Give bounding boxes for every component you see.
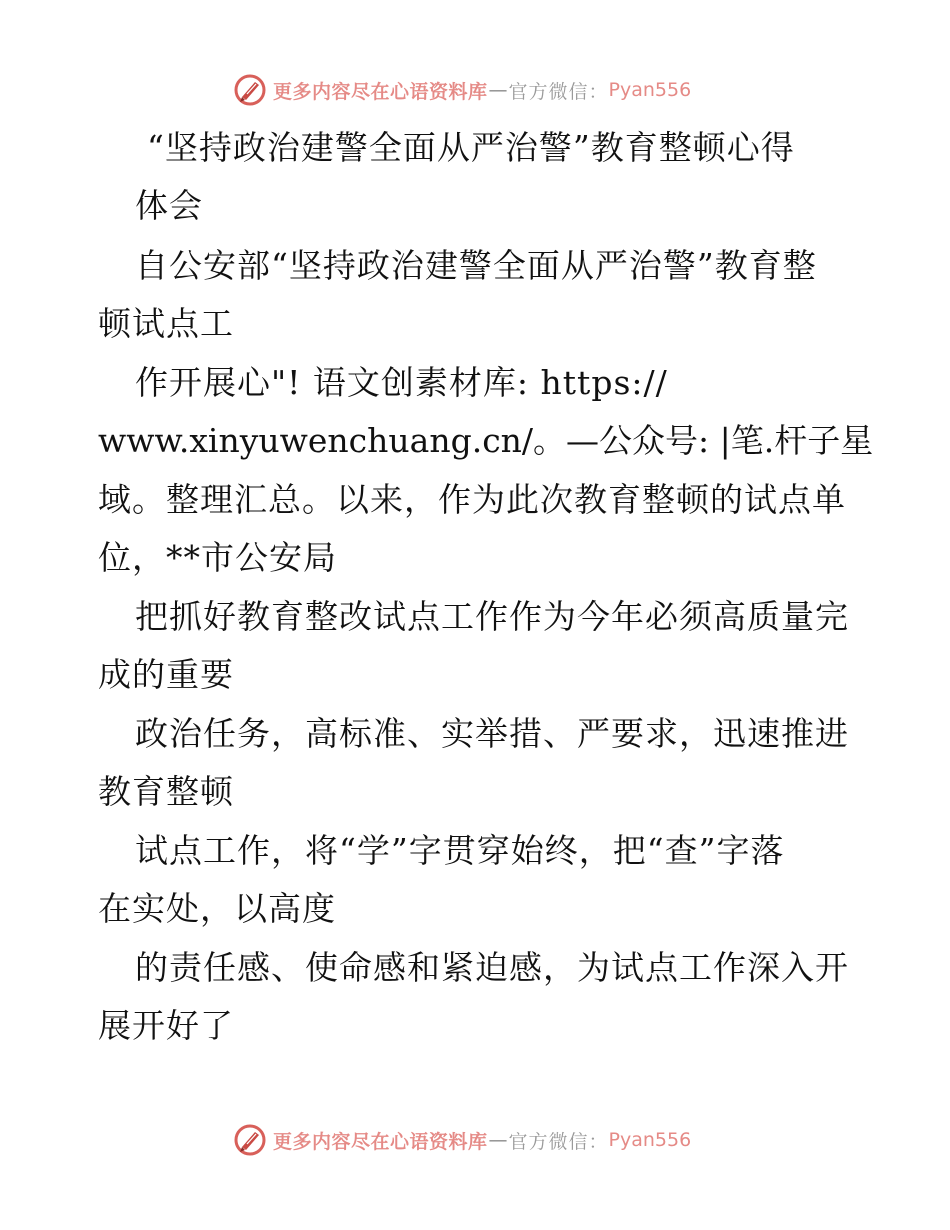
text-line: 在实处，以高度 <box>98 889 336 928</box>
watermark-main-text: 更多内容尽在心语资料库 <box>273 80 488 103</box>
text-line: 顿试点工 <box>98 304 234 343</box>
text-line: 教育整顿 <box>98 772 234 811</box>
text-line: 把抓好教育整改试点工作作为今年必须高质量完 <box>135 597 849 636</box>
quill-logo-icon <box>233 73 267 107</box>
text-line: 成的重要 <box>98 655 234 694</box>
watermark-separator: — <box>488 79 508 101</box>
quill-logo-icon <box>233 1123 267 1157</box>
watermark-official-label: 官方微信： <box>508 1130 609 1153</box>
text-line: 政治任务，高标准、实举措、严要求，迅速推进 <box>135 714 849 753</box>
title-line: “坚持政治建警全面从严治警”教育整顿心得 <box>147 128 795 167</box>
footer-watermark <box>233 1122 753 1158</box>
text-line: 的责任感、使命感和紧迫感，为试点工作深入开 <box>135 948 849 987</box>
text-line: 域。整理汇总。以来，作为此次教育整顿的试点单 <box>98 480 846 519</box>
text-line: 试点工作，将“学”字贯穿始终，把“查”字落 <box>135 831 785 870</box>
watermark-separator: — <box>488 1129 508 1151</box>
text-line: 展开好了 <box>98 1006 234 1045</box>
text-line: 位，**市公安局 <box>98 538 337 577</box>
text-line: 自公安部“坚持政治建警全面从严治警”教育整 <box>135 246 817 285</box>
watermark-main-text: 更多内容尽在心语资料库 <box>273 1130 488 1153</box>
watermark-official-label: 官方微信： <box>508 80 609 103</box>
title-continuation: 体会 <box>135 186 203 225</box>
watermark-wechat-id: Pyan556 <box>608 1129 692 1151</box>
header-watermark <box>233 72 753 108</box>
text-line: www.xinyuwenchuang.cn/。—公众号: |笔.杆子星 <box>98 421 874 460</box>
watermark-wechat-id: Pyan556 <box>608 79 692 101</box>
text-line: 作开展心"! 语文创素材库: https:// <box>135 363 668 402</box>
